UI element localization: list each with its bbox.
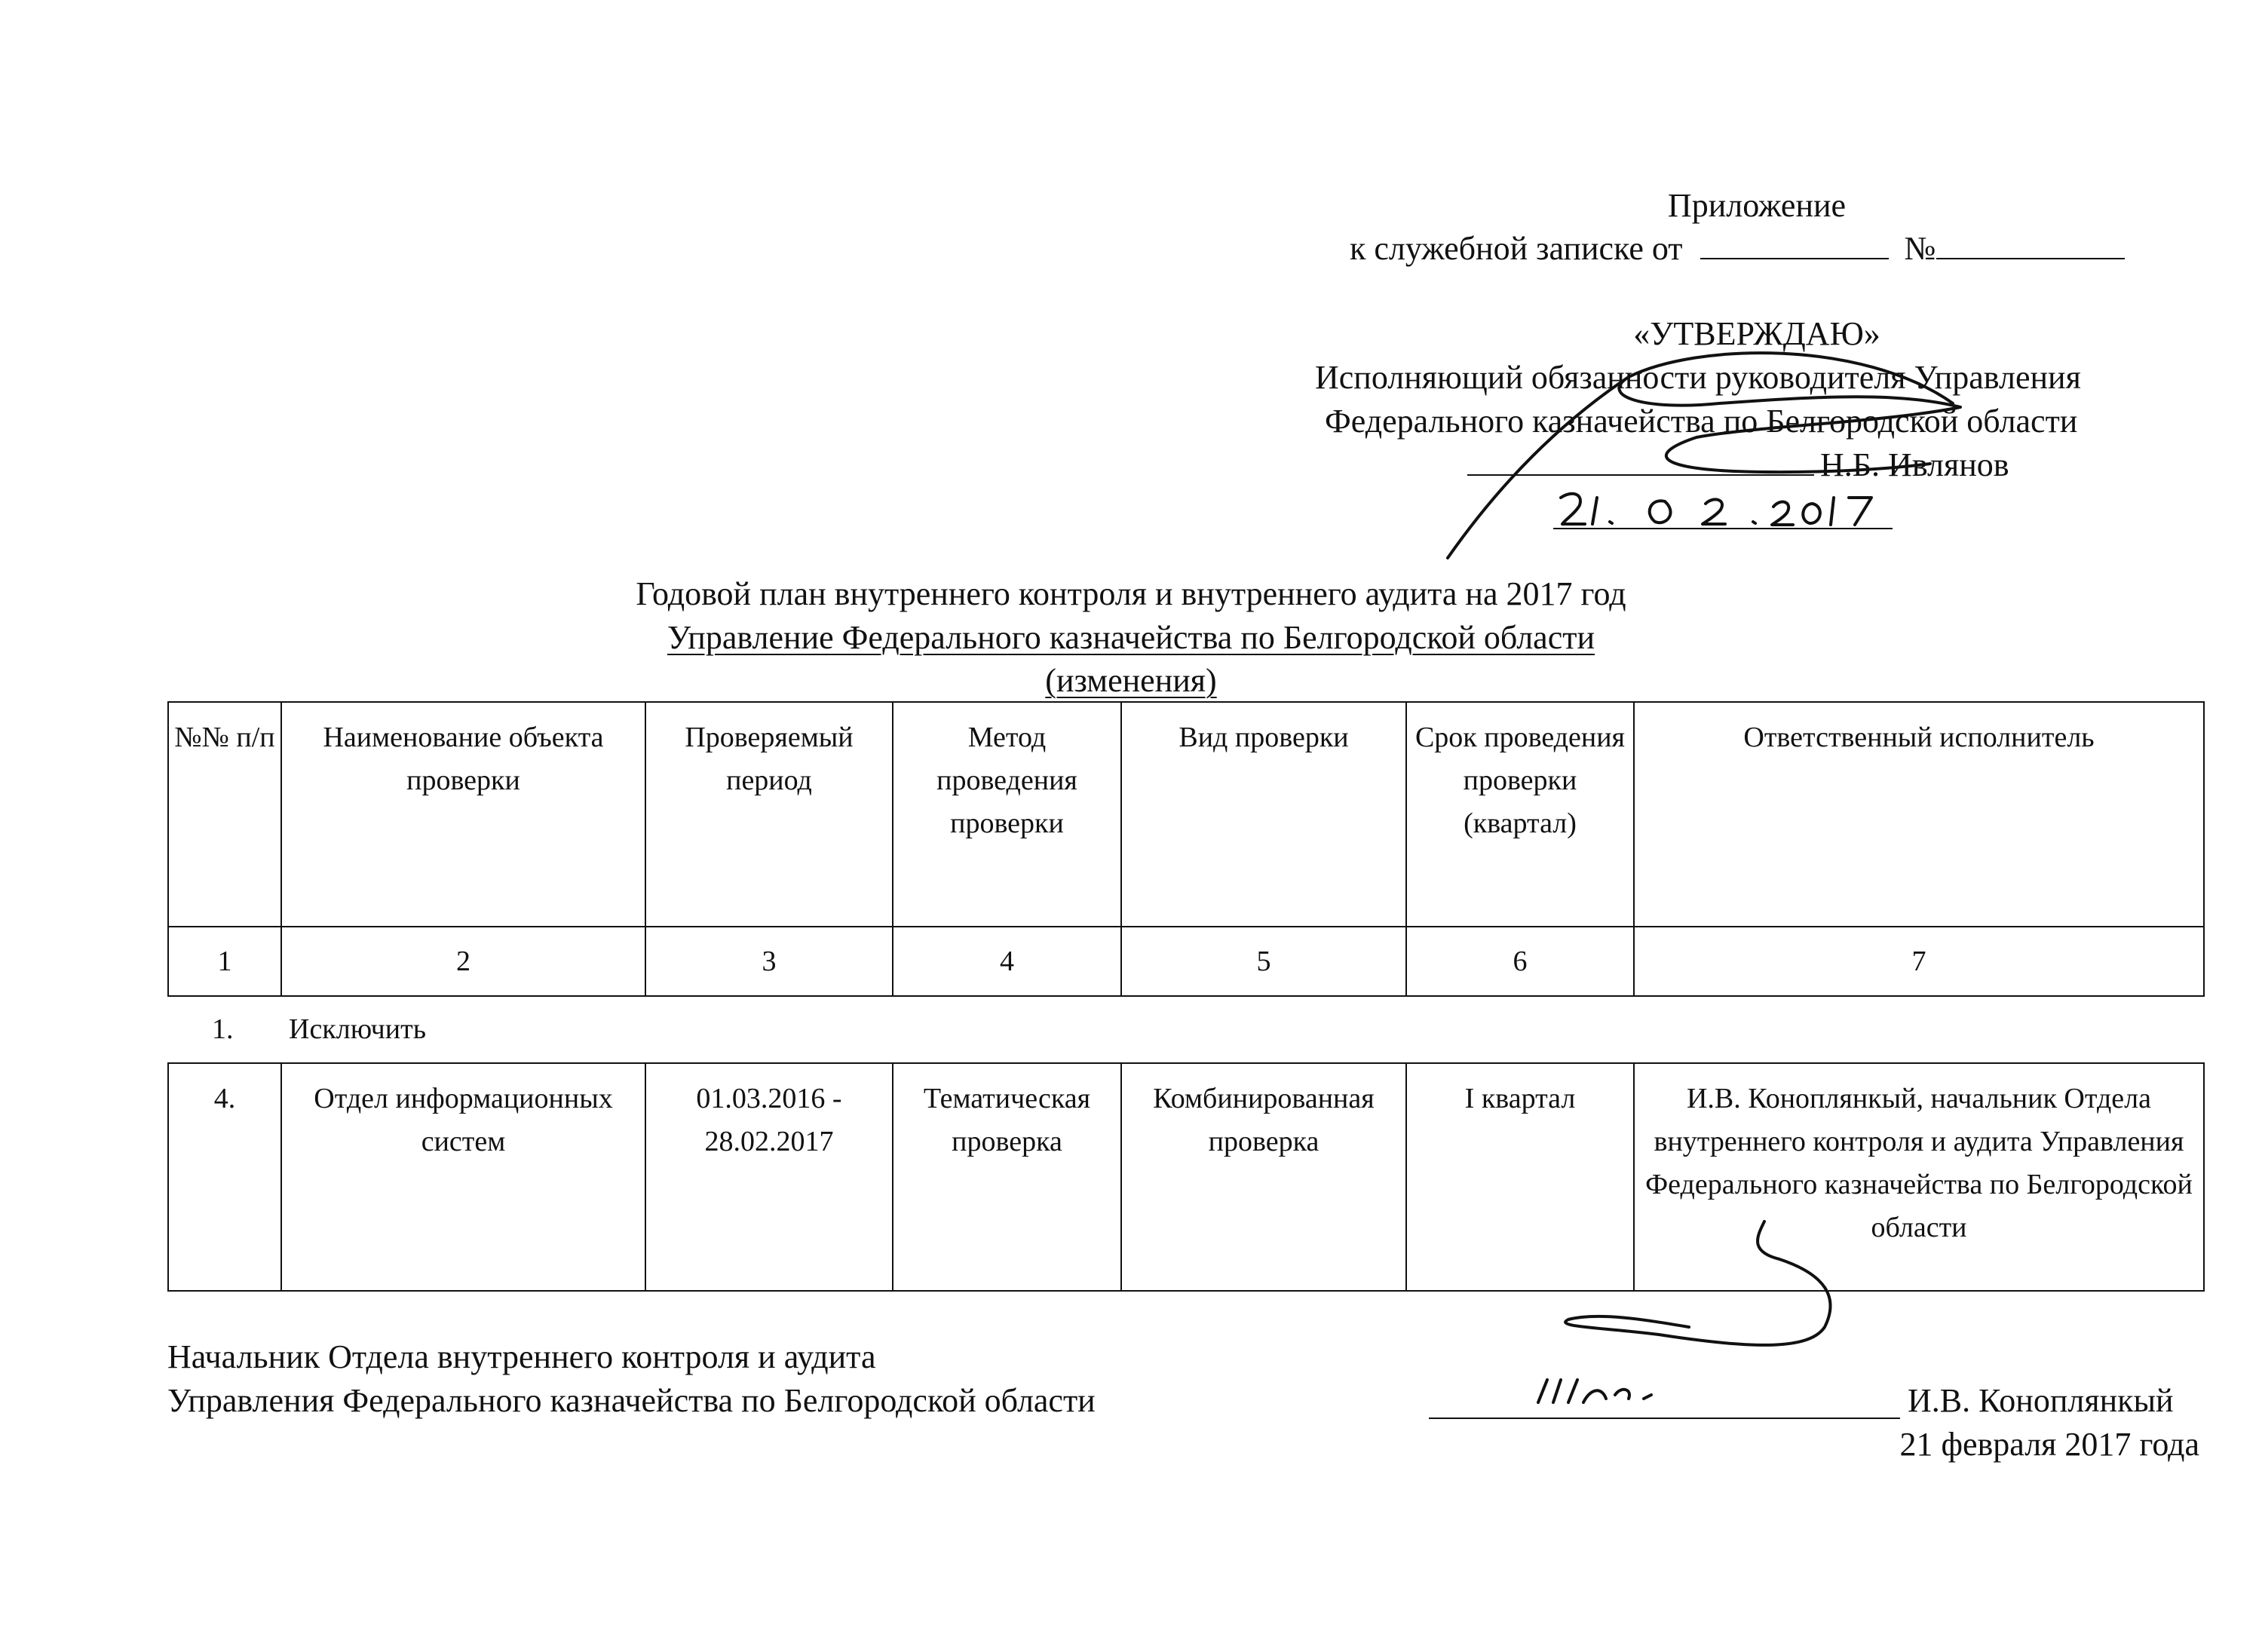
header-cell-number: №№ п/п	[168, 702, 281, 927]
plan-subtitle	[528, 617, 1734, 659]
appendix-number-sign: №	[1904, 230, 1936, 267]
plan-changes-text: (изменения)	[1045, 662, 1217, 699]
footer-date: 21 февраля 2017 года	[1899, 1426, 2199, 1463]
column-number-cell: 6	[1406, 927, 1634, 996]
row-responsible-cell: И.В. Коноплянкый, начальник Отдела внутреннего контроля и аудита Управления Федерального казначейства по Белгородской области	[1634, 1063, 2204, 1291]
column-number-cell: 1	[168, 927, 281, 996]
row-type-cell: Комбинированная проверка	[1121, 1063, 1406, 1291]
plan-header-table	[167, 701, 2205, 997]
row-number-cell: 4.	[168, 1063, 281, 1291]
plan-organization: Управление Федерального казначейства по Белгородской области	[667, 619, 1595, 656]
row-term-cell: I квартал	[1406, 1063, 1634, 1291]
appendix-number-blank	[1936, 234, 2125, 259]
approval-stamp: «УТВЕРЖДАЮ»	[1633, 315, 1880, 352]
plan-changes-label	[528, 660, 1734, 702]
section-label: Исключить	[289, 1013, 427, 1045]
approval-signature-line	[1467, 444, 2009, 486]
column-number-cell: 5	[1121, 927, 1406, 996]
approval-handwritten-date	[1561, 494, 1871, 525]
header-cell-responsible: Ответственный исполнитель	[1634, 702, 2204, 927]
column-number-cell: 3	[645, 927, 893, 996]
footer-signer: И.В. Коноплянкый	[1908, 1382, 2174, 1419]
header-cell-method: Метод проведения проверки	[893, 702, 1121, 927]
footer-position-line1: Начальник Отдела внутреннего контроля и аудита	[167, 1338, 876, 1375]
header-cell-term: Срок проведения проверки (квартал)	[1406, 702, 1634, 927]
plan-title: Годовой план внутреннего контроля и внутреннего аудита на 2017 год	[636, 575, 1626, 612]
table-row	[168, 1063, 2204, 1291]
section-number: 1.	[212, 1013, 234, 1045]
footer-signature-line	[1429, 1418, 1900, 1419]
footer-position-line2: Управления Федерального казначейства по Белгородской области	[167, 1382, 1096, 1419]
approval-date-line	[1553, 528, 1893, 529]
header-cell-type: Вид проверки	[1121, 702, 1406, 927]
approval-position-line2: Федерального казначейства по Белгородской области	[1325, 403, 2078, 440]
header-cell-object: Наименование объекта проверки	[281, 702, 645, 927]
column-number-cell: 4	[893, 927, 1121, 996]
row-object-cell: Отдел информационных систем	[281, 1063, 645, 1291]
table-header-row	[168, 702, 2204, 927]
header-cell-period: Проверяемый период	[645, 702, 893, 927]
appendix-line-prefix: к служебной записке от	[1350, 230, 1683, 267]
column-number-cell: 7	[1634, 927, 2204, 996]
appendix-date-blank	[1700, 234, 1889, 259]
approval-signer: Н.Б. Ивлянов	[1820, 446, 2009, 483]
appendix-line	[1350, 228, 2125, 270]
approval-position-line1: Исполняющий обязанности руководителя Управления	[1315, 359, 2081, 396]
row-method-cell: Тематическая проверка	[893, 1063, 1121, 1291]
plan-data-table	[167, 1062, 2205, 1292]
approval-signature-blank	[1467, 450, 1814, 476]
table-column-numbers-row	[168, 927, 2204, 996]
appendix-title: Приложение	[1667, 187, 1847, 224]
row-period-cell: 01.03.2016 - 28.02.2017	[645, 1063, 893, 1291]
column-number-cell: 2	[281, 927, 645, 996]
